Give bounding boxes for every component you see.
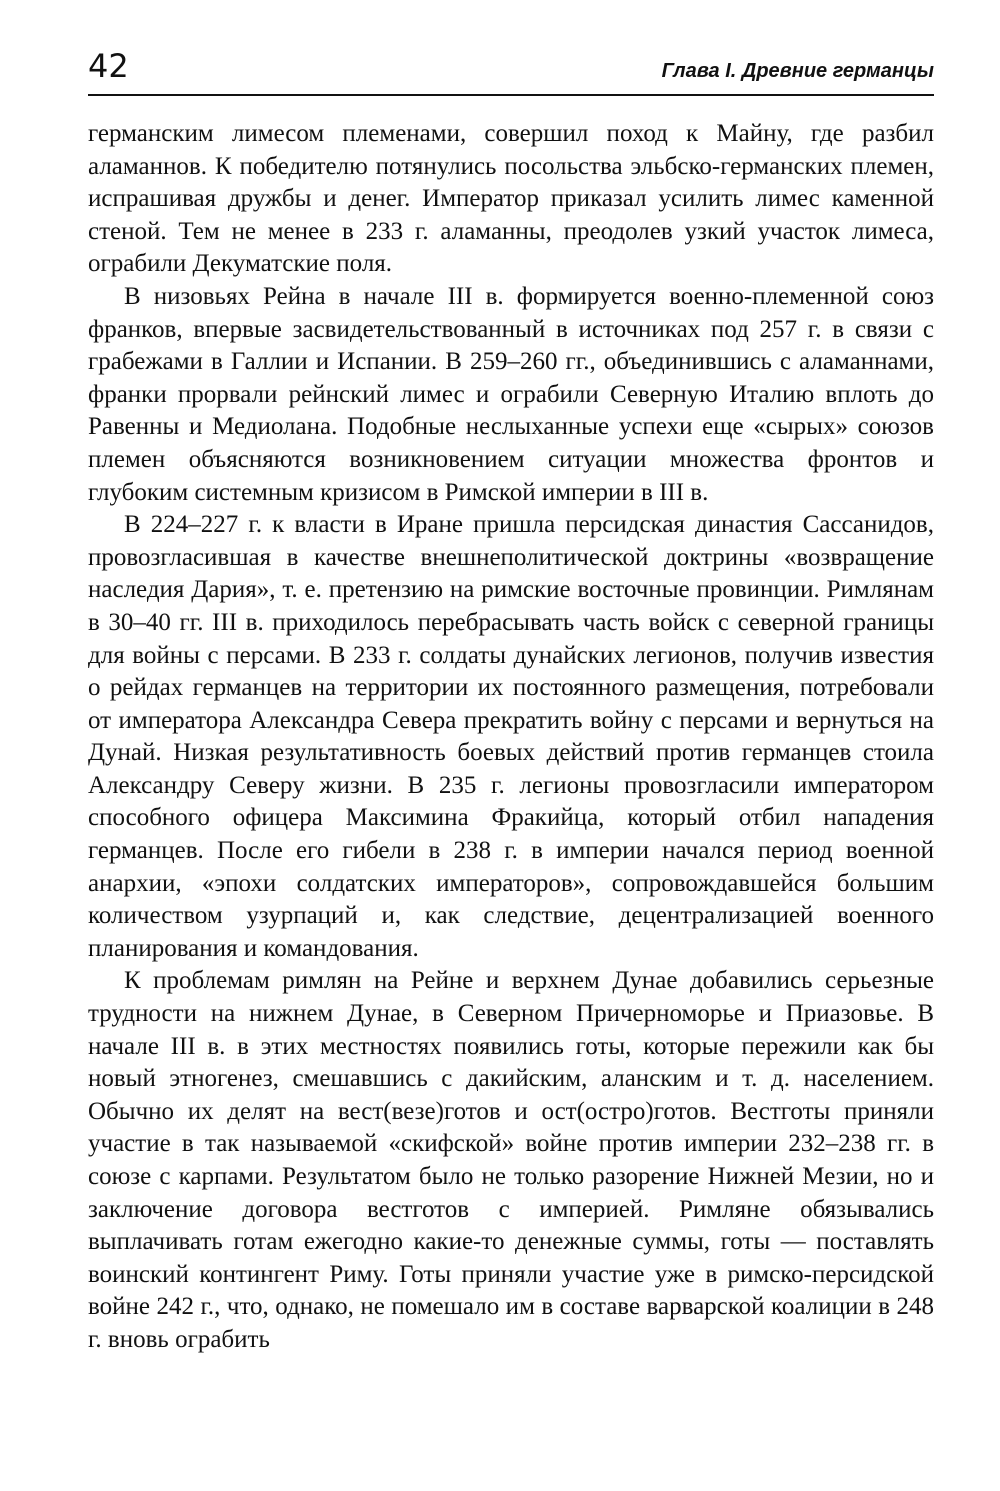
- paragraph-sassanids: В 224–227 г. к власти в Иране пришла персидская династия Сассанидов, провозгласившая в качестве внешнеполитической доктрины «возвращение наследия Дария», т. е. претензию на римские восточные провинции. Римлянам в 30–40 гг. III в. приходилось перебрасывать часть войск с северной границы для войны с персами. В 233 г. солдаты дунайских легионов, получив известия о рейдах германцев на территории их постоянного размещения, потребовали от императора Александра Севера прекратить войну с персами и вернуться на Дунай. Низкая результативность боевых действий против германцев стоила Александру Северу жизни. В 235 г. легионы провозгласили императором способного офицера Максимина Фракийца, который отбил нападения германцев. После его гибели в 238 г. в империи начался период военной анархии, «эпохи солдатских императоров», сопровождавшейся большим количеством узурпаций и, как следствие, децентрализацией военного планирования и командования.: [88, 511, 934, 962]
- page-header: [88, 40, 934, 96]
- paragraph-goths: К проблемам римлян на Рейне и верхнем Дунае добавились серьезные трудности на нижнем Дунае, в Северном Причерноморье и Приазовье. В начале III в. в этих местностях появились готы, которые пережили как бы новый этногенез, смешавшись с дакийским, аланским и т. д. населением. Обычно их делят на вест(везе)готов и ост(остро)готов. Вестготы приняли участие в так называемой «скифской» войне против империи 232–238 гг. в союзе с карпами. Результатом было не только разорение Нижней Мезии, но и заключение договора вестготов с империей. Римляне обязывались выплачивать готам ежегодно какие-то денежные суммы, готы — поставлять воинский контингент Риму. Готы приняли участие уже в римско-персидской войне 242 г., что, однако, не помешало им в составе варварской коалиции в 248 г. вновь ограбить: [88, 967, 934, 1353]
- body-text: [88, 118, 934, 1357]
- page-number: 42: [88, 47, 129, 85]
- book-page: [88, 40, 934, 1357]
- paragraph-continued: германским лимесом племенами, совершил поход к Майну, где разбил аламаннов. К победителю потянулись посольства эльбско-германских племен, испрашивая дружбы и денег. Император приказал усилить лимес каменной стеной. Тем не менее в 233 г. аламанны, преодолев узкий участок лимеса, ограбили Декуматские поля.: [88, 120, 934, 278]
- paragraph-franks: В низовьях Рейна в начале III в. формируется военно-племенной союз франков, впервые засвидетельствованный в источниках под 257 г. в связи с грабежами в Галлии и Испании. В 259–260 гг., объединившись с аламаннами, франки прорвали рейнский лимес и ограбили Северную Италию вплоть до Равенны и Медиолана. Подобные неслыханные успехи еще «сырых» союзов племен объясняются возникновением ситуации множества фронтов и глубоким системным кризисом в Римской империи в III в.: [88, 282, 934, 506]
- running-head: Глава I. Древние германцы: [661, 60, 934, 82]
